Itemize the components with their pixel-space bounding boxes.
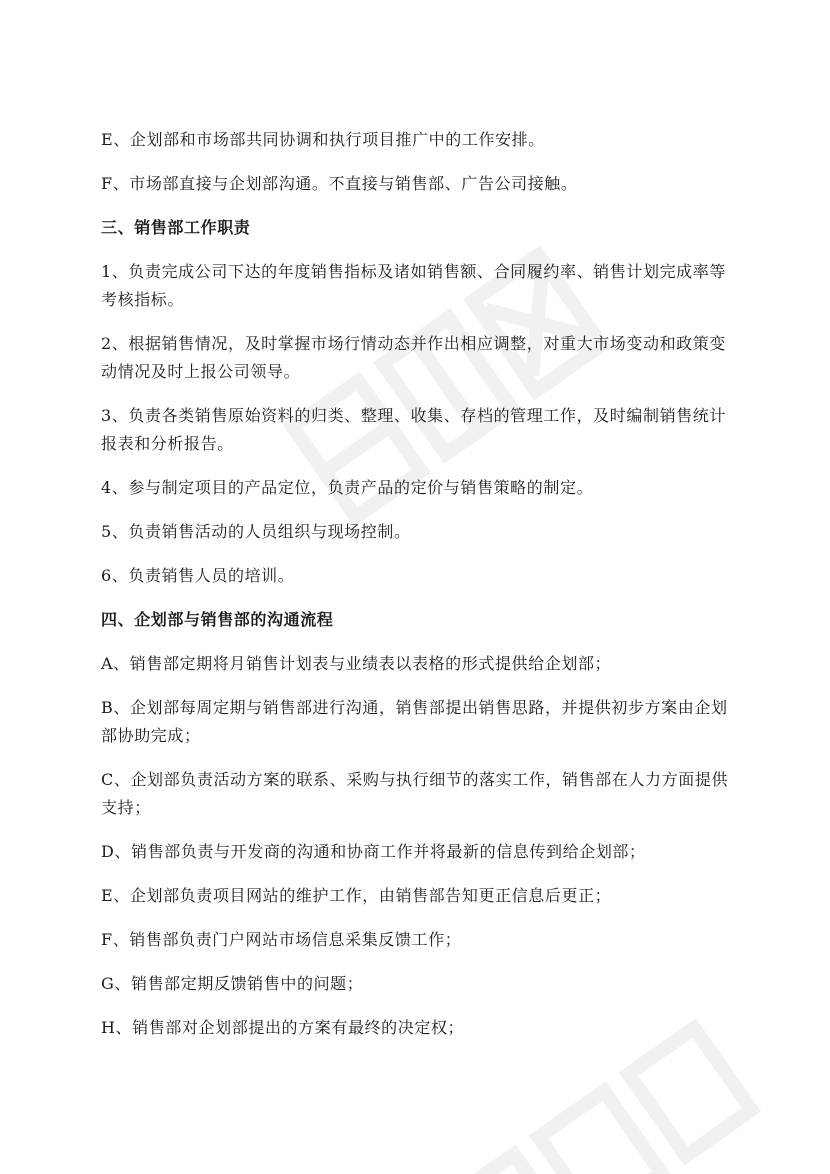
paragraph: E、企划部负责项目网站的维护工作，由销售部告知更正信息后更正； xyxy=(101,886,612,905)
paragraph: D、销售部负责与开发商的沟通和协商工作并将最新的信息传到给企划部； xyxy=(101,842,646,861)
section-heading: 三、销售部工作职责 xyxy=(101,218,251,237)
paragraph: 2、根据销售情况，及时掌握市场行情动态并作出相应调整，对重大市场变动和政策变动情况及时上报公司领导。 xyxy=(101,334,726,381)
paragraph: F、市场部直接与企划部沟通。不直接与销售部、广告公司接触。 xyxy=(101,174,578,193)
paragraph: 5、负责销售活动的人员组织与现场控制。 xyxy=(101,522,411,541)
paragraph: 6、负责销售人员的培训。 xyxy=(101,566,295,585)
paragraph: C、企划部负责活动方案的联系、采购与执行细节的落实工作，销售部在人力方面提供支持； xyxy=(101,770,729,817)
paragraph: H、销售部对企划部提出的方案有最终的决定权； xyxy=(101,1018,465,1037)
section-heading: 四、企划部与销售部的沟通流程 xyxy=(101,610,334,629)
paragraph: E、企划部和市场部共同协调和执行项目推广中的工作安排。 xyxy=(101,130,545,149)
paragraph: G、销售部定期反馈销售中的问题； xyxy=(101,974,364,993)
document-body xyxy=(101,126,741,1058)
paragraph: 3、负责各类销售原始资料的归类、整理、收集、存档的管理工作，及时编制销售统计报表和分析报告。 xyxy=(101,406,726,453)
paragraph: A、销售部定期将月销售计划表与业绩表以表格的形式提供给企划部； xyxy=(101,654,612,673)
paragraph: F、销售部负责门户网站市场信息采集反馈工作； xyxy=(101,930,462,949)
paragraph: 4、参与制定项目的产品定位，负责产品的定价与销售策略的制定。 xyxy=(101,478,594,497)
paragraph: B、企划部每周定期与销售部进行沟通，销售部提出销售思路，并提供初步方案由企划部协助完成； xyxy=(101,698,728,745)
paragraph: 1、负责完成公司下达的年度销售指标及诸如销售额、合同履约率、销售计划完成率等考核指标。 xyxy=(101,262,726,309)
